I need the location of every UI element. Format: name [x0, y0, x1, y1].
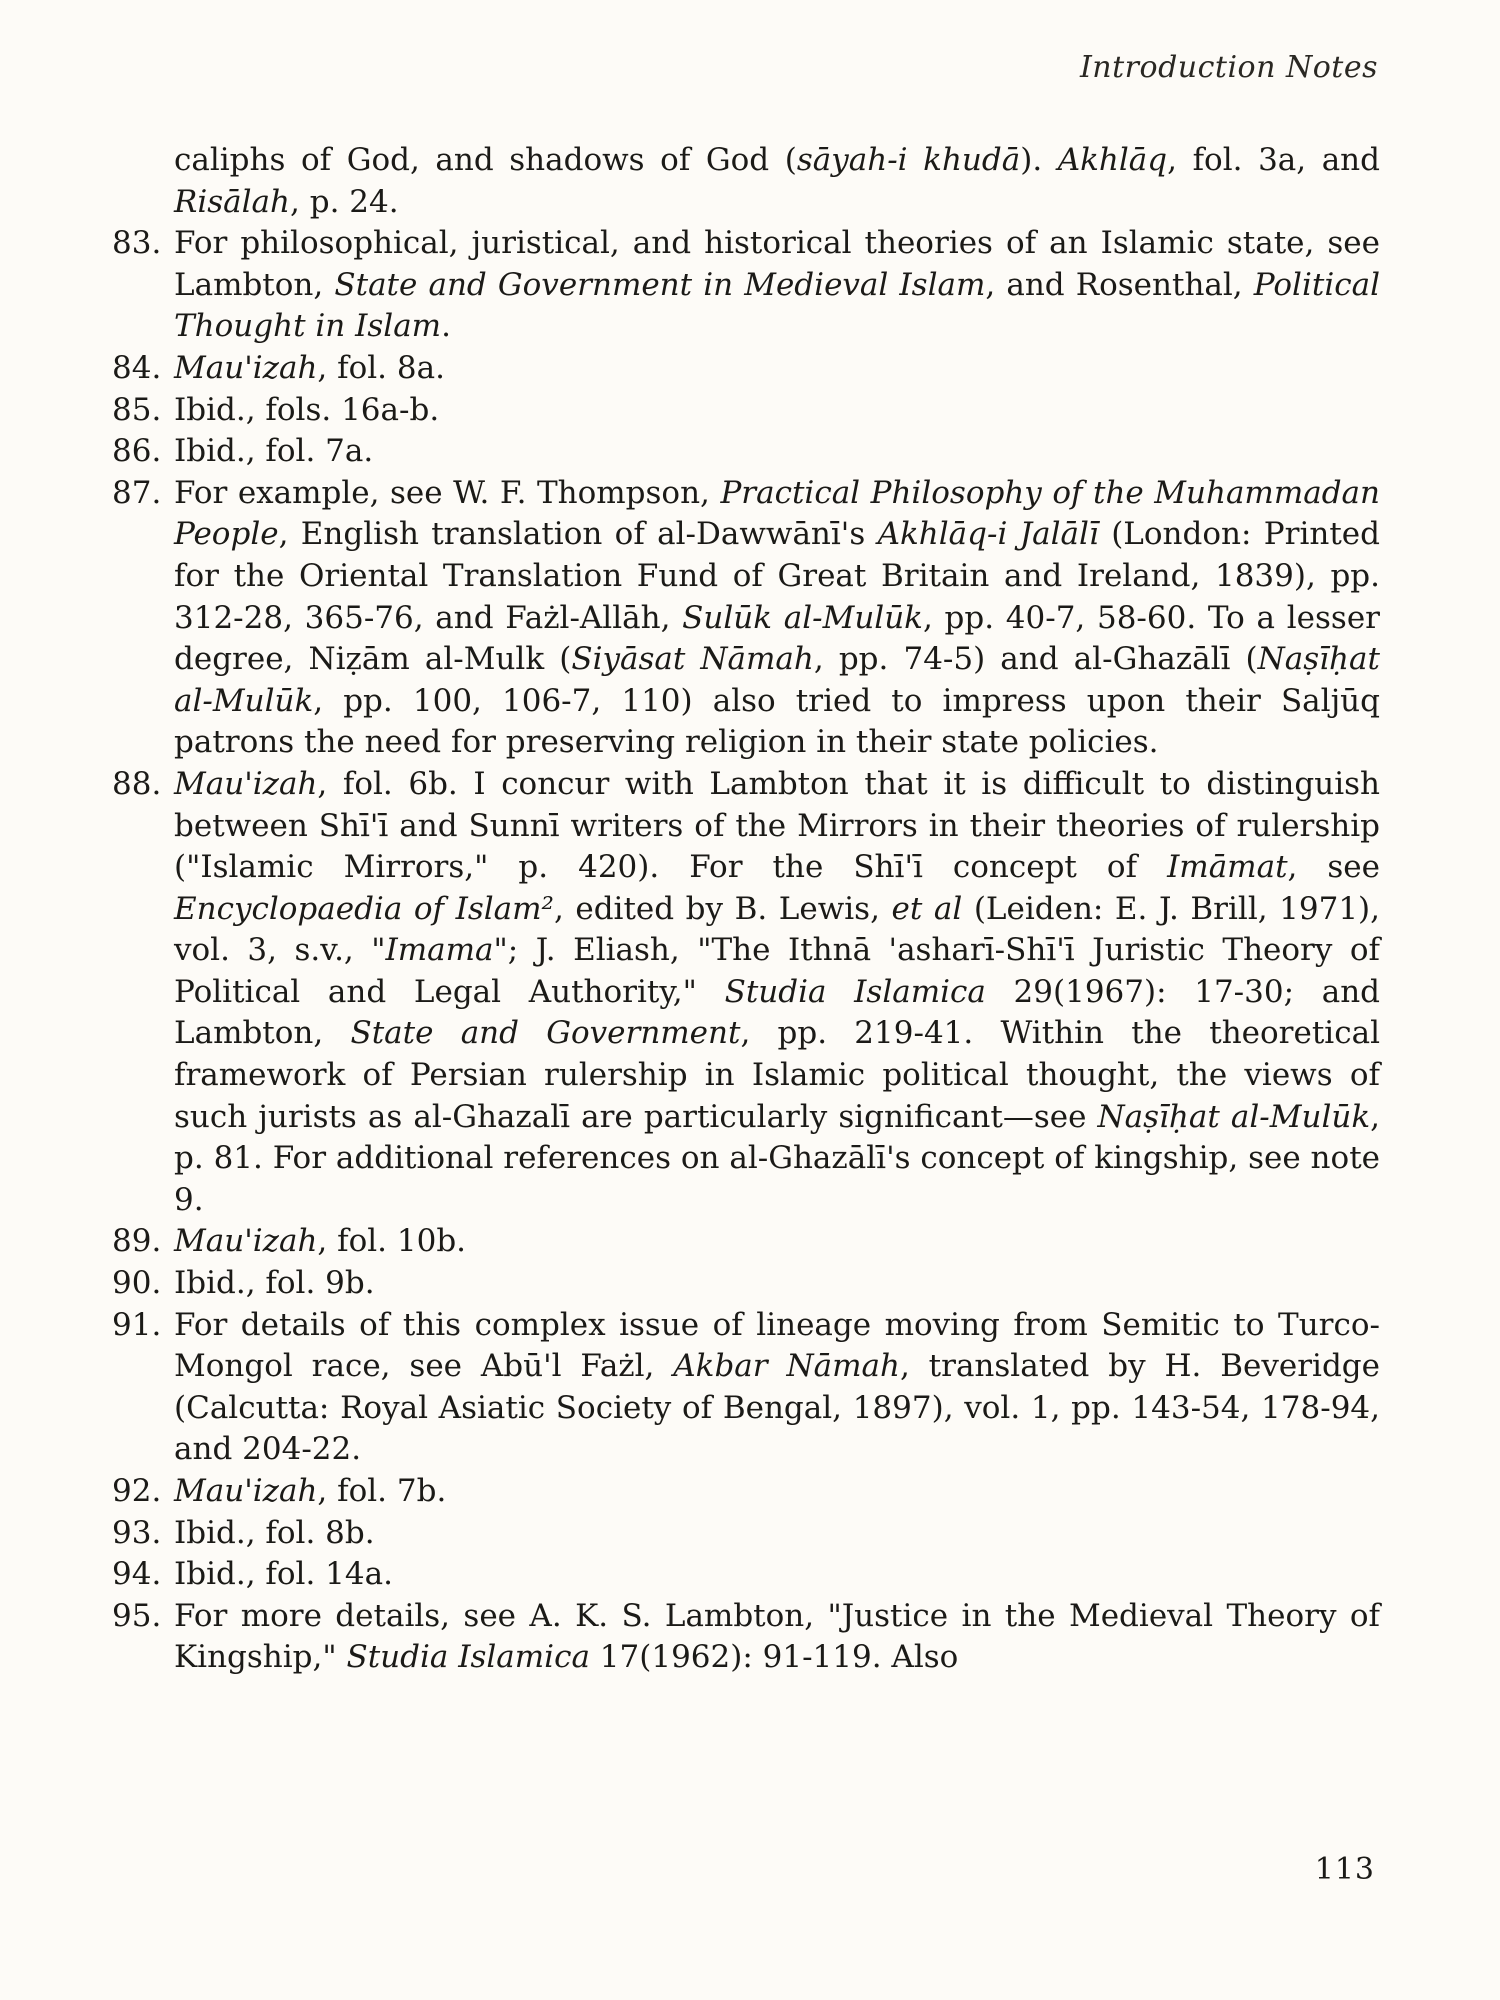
italic-title: Studia Islamica [724, 973, 986, 1010]
note-segment: , pp. 74-5) and al-Ghazālī ( [813, 641, 1258, 678]
italic-title: Naṣīḥat al-Mulūk [1097, 1098, 1371, 1135]
note [112, 1263, 1380, 1305]
note-segment: , fol. 7b. [317, 1473, 447, 1509]
note-number: 88. [112, 765, 162, 802]
note-text [174, 1305, 1380, 1471]
note-segment: , pp. 100, 106-7, 110) also tried to impress upon their Saljūq patrons the need for preserving religion in their state policies. [174, 682, 1380, 761]
note-segment: , pp. 219-41. Within the theoretical framework of Persian rulership in Islamic political thought, the views of such jurists as al-Ghazalī are particularly significant—see [174, 1015, 1380, 1135]
note-segment: "; J. Eliash, "The Ithnā 'asharī-Shī'ī Juristic Theory of Political and Legal Authority," [174, 932, 1380, 1010]
note-segment: , translated by H. Beveridge (Calcutta: Royal Asiatic Society of Bengal, 1897), vol. 1, pp. 143-54, 178-94, and 204-22. [174, 1348, 1380, 1468]
note-text [174, 1471, 1380, 1513]
note-number: 94. [112, 1556, 162, 1593]
note-text [174, 1513, 1380, 1555]
note-segment: Ibid., fols. 16a-b. [174, 391, 440, 428]
note [112, 1513, 1380, 1555]
note-text [174, 1554, 1380, 1596]
note-number: 84. [112, 349, 162, 386]
note-segment: caliphs of God, and shadows of God ( [174, 142, 797, 178]
note-number: 83. [112, 225, 162, 262]
page-number: 113 [1314, 1852, 1375, 1887]
italic-title: Encyclopaedia of Islam² [174, 890, 554, 927]
note-segment: , pp. 40-7, 58-60. To a lesser degree, Niẓām al-Mulk ( [174, 599, 1380, 678]
note-text [174, 764, 1380, 1222]
note-segment: , and Rosenthal, [985, 266, 1254, 303]
note-segment: Ibid., fol. 8b. [174, 1514, 375, 1551]
note-segment: . [441, 308, 451, 345]
note-number: 89. [112, 1223, 162, 1260]
note-number: 92. [112, 1473, 162, 1509]
note-number: 85. [112, 391, 162, 428]
italic-title: State and Government [350, 1015, 741, 1052]
italic-title: Mau'izah [174, 349, 318, 386]
running-head: Introduction Notes [1079, 50, 1378, 85]
italic-title: Akhlāq [1057, 142, 1168, 178]
note [112, 1221, 1380, 1263]
note-segment: 17(1962): 91-119. Also [589, 1639, 959, 1676]
italic-title: Siyāsat Nāmah [571, 641, 814, 678]
note-text [174, 390, 1380, 432]
note [112, 764, 1380, 1222]
italic-title: et al [891, 890, 963, 927]
note-segment: , edited by B. Lewis, [553, 890, 892, 927]
note-number: 90. [112, 1265, 162, 1302]
note-segment: Ibid., fol. 9b. [174, 1265, 375, 1302]
italic-title: Mau'izah [174, 765, 318, 802]
italic-title: Imama [385, 932, 494, 969]
italic-title: sāyah-i khudā [796, 142, 1021, 178]
note-text [174, 1221, 1380, 1263]
note-continuation [112, 140, 1380, 223]
notes-list [112, 140, 1380, 1679]
note-segment: , fol. 3a, and [1167, 142, 1380, 178]
note-text [174, 473, 1380, 764]
note [112, 1471, 1380, 1513]
note [112, 1596, 1380, 1679]
note [112, 1554, 1380, 1596]
note-segment: ). [1020, 142, 1058, 178]
note [112, 473, 1380, 764]
italic-title: Sulūk al-Mulūk [682, 599, 923, 636]
italic-title: Political Thought in Islam [174, 266, 1381, 345]
note-text [174, 1263, 1380, 1305]
note-segment: , English translation of al-Dawwānī's [278, 516, 878, 553]
note-segment: , fol. 8a. [317, 349, 445, 386]
italic-title: Mau'izah [174, 1473, 318, 1509]
note-number: 87. [112, 474, 162, 511]
italic-title: Studia Islamica [346, 1639, 590, 1676]
note-segment: For more details, see A. K. S. Lambton, "Justice in the Medieval Theory of Kingship," [174, 1597, 1380, 1676]
note-segment: Ibid., fol. 14a. [174, 1556, 393, 1593]
note-segment: , see [1287, 849, 1380, 886]
note-text [174, 348, 1380, 390]
note-number: 93. [112, 1514, 162, 1551]
note-segment: , p. 81. For additional references on al-Ghazālī's concept of kingship, see note 9. [174, 1098, 1380, 1218]
italic-title: Akbar Nāmah [673, 1348, 900, 1385]
note-segment: , p. 24. [290, 183, 399, 220]
italic-title: Naṣīḥat al-Mulūk [174, 641, 1380, 719]
italic-title: State and Government in Medieval Islam [334, 266, 986, 303]
note-number: 95. [112, 1597, 162, 1634]
note [112, 348, 1380, 390]
note-number: 91. [112, 1306, 162, 1343]
note-text [174, 431, 1380, 473]
italic-title: Risālah [174, 183, 291, 220]
italic-title: Mau'izah [174, 1223, 318, 1260]
italic-title: Imāmat [1167, 849, 1288, 886]
note-segment: , fol. 6b. I concur with Lambton that it is difficult to distinguish between Shī'ī and Sunnī writers of the Mirrors in their theories of rulership ("Islamic Mirrors," p. 420). For the Shī'ī concept of [174, 765, 1380, 886]
note [112, 1305, 1380, 1471]
note [112, 390, 1380, 432]
note-text [174, 223, 1380, 348]
note-number: 86. [112, 433, 162, 470]
note-segment: 29(1967): 17-30; and Lambton, [174, 973, 1381, 1052]
note-segment: For philosophical, juristical, and historical theories of an Islamic state, see Lambton, [174, 225, 1380, 303]
note-segment: (London: Printed for the Oriental Translation Fund of Great Britain and Ireland, 1839), pp. 312-28, 365-76, and Fażl-Allāh, [174, 516, 1380, 636]
italic-title: Practical Philosophy of the Muhammadan People [174, 474, 1380, 553]
note-segment: For example, see W. F. Thompson, [174, 474, 721, 511]
note [112, 431, 1380, 473]
note-segment: Ibid., fol. 7a. [174, 433, 374, 470]
note-text [174, 140, 1380, 223]
note-text [174, 1596, 1380, 1679]
italic-title: Akhlāq-i Jalālī [877, 516, 1099, 553]
note [112, 223, 1380, 348]
note-segment: (Leiden: E. J. Brill, 1971), vol. 3, s.v., " [174, 890, 1380, 969]
note-segment: For details of this complex issue of lineage moving from Semitic to Turco-Mongol race, see Abū'l Fażl, [174, 1306, 1380, 1385]
note-segment: , fol. 10b. [317, 1223, 467, 1260]
